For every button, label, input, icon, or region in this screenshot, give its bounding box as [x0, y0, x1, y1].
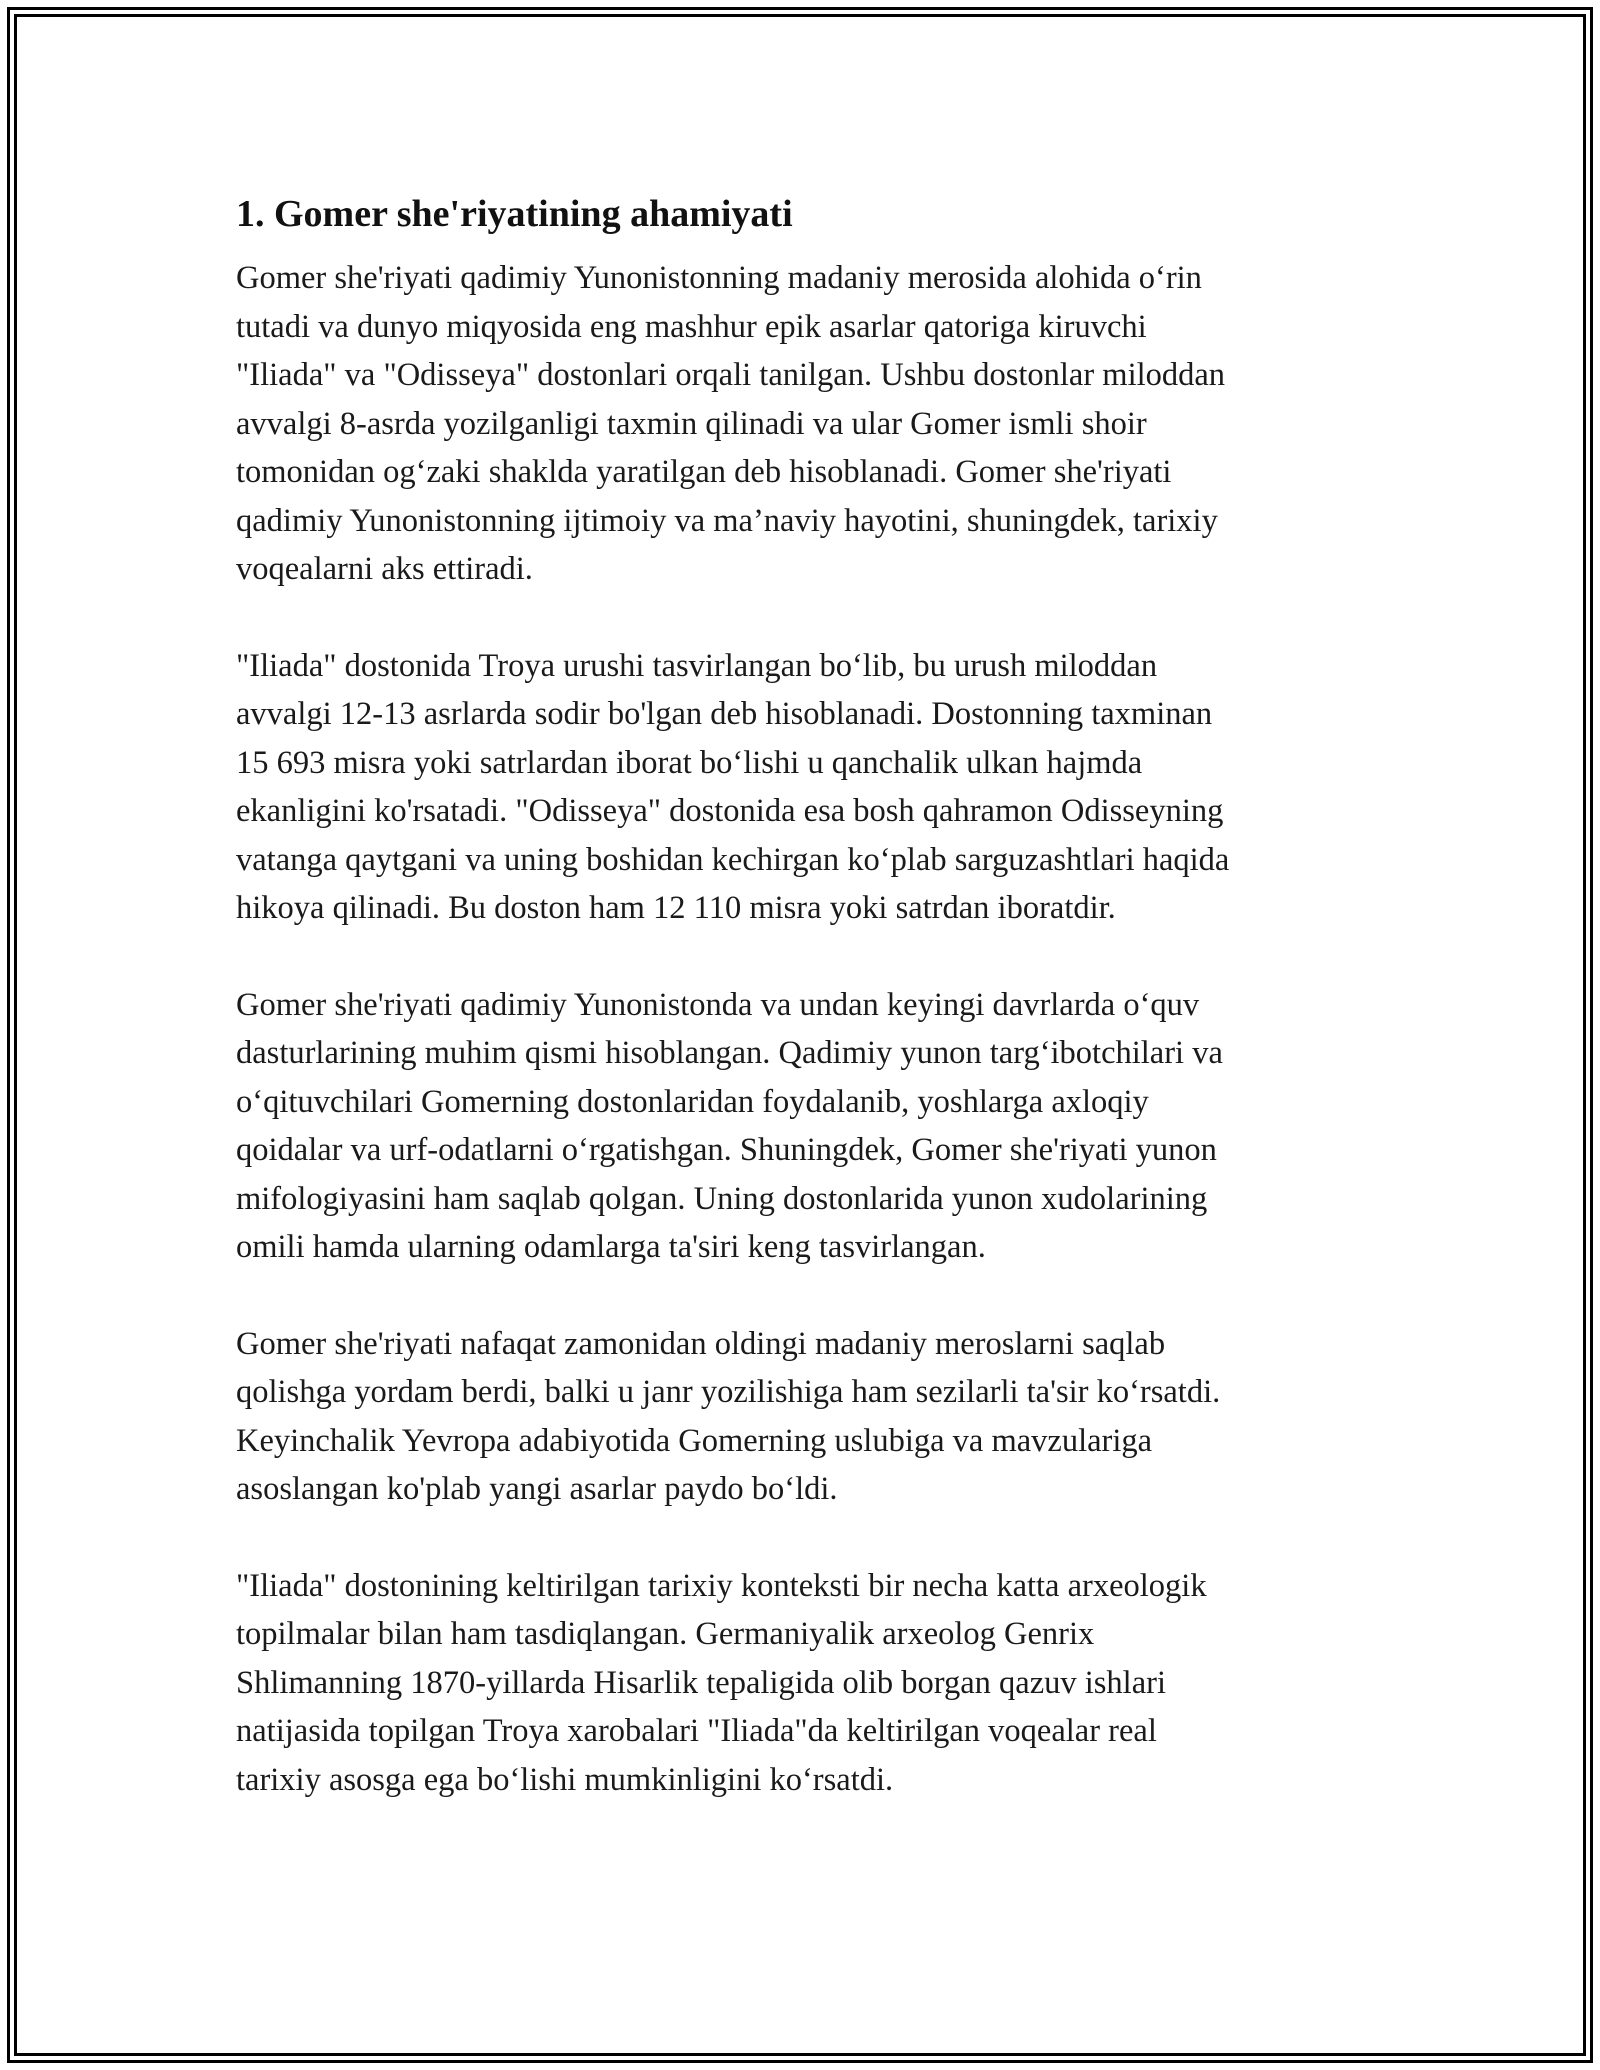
paragraph-4 — [236, 1320, 1366, 1514]
text-line: tutadi va dunyo miqyosida eng mashhur epik asarlar qatoriga kiruvchi — [236, 308, 1147, 345]
text-line: Shlimanning 1870-yillarda Hisarlik tepaligida olib borgan qazuv ishlari — [236, 1664, 1166, 1701]
paragraph-3 — [236, 981, 1366, 1272]
text-line: 15 693 misra yoki satrlardan iborat bo‘lishi u qanchalik ulkan hajmda — [236, 744, 1143, 781]
text-line: qoidalar va urf-odatlarni o‘rgatishgan. Shuningdek, Gomer she'riyati yunon — [236, 1132, 1217, 1168]
text-line: omili hamda ularning odamlarga ta'siri keng tasvirlangan. — [236, 1229, 986, 1265]
text-line: "Iliada" dostonida Troya urushi tasvirlangan bo‘lib, bu urush miloddan — [236, 647, 1158, 684]
text-line: topilmalar bilan ham tasdiqlangan. Germaniyalik arxeolog Genrix — [236, 1616, 1095, 1652]
paragraph-1 — [236, 254, 1366, 594]
text-line: voqealarni aks ettiradi. — [236, 551, 533, 587]
text-line: asoslangan ko'plab yangi asarlar paydo bo‘ldi. — [236, 1471, 838, 1507]
text-line: ekanligini ko'rsatadi. "Odisseya" dostonida esa bosh qahramon Odisseyning — [236, 793, 1224, 829]
text-line: Gomer she'riyati qadimiy Yunonistonning madaniy merosida alohida o‘rin — [236, 260, 1202, 296]
text-line: qolishga yordam berdi, balki u janr yozilishiga ham sezilarli ta'sir ko‘rsatdi. — [236, 1374, 1221, 1410]
text-line: avvalgi 12-13 asrlarda sodir bo'lgan deb hisoblanadi. Dostonning taxminan — [236, 696, 1213, 732]
text-line: qadimiy Yunonistonning ijtimoiy va ma’naviy hayotini, shuningdek, tarixiy — [236, 502, 1218, 539]
text-line: tomonidan og‘zaki shaklda yaratilgan deb hisoblanadi. Gomer she'riyati — [236, 454, 1172, 490]
text-line: natijasida topilgan Troya xarobalari "Iliada"da keltirilgan voqealar real — [236, 1713, 1157, 1749]
text-line: vatanga qaytgani va uning boshidan kechirgan ko‘plab sarguzashtlari haqida — [236, 841, 1230, 878]
document-body — [236, 188, 1366, 1852]
paragraph-2 — [236, 642, 1366, 933]
text-line: avvalgi 8-asrda yozilganligi taxmin qilinadi va ular Gomer ismli shoir — [236, 405, 1147, 442]
text-line: "Iliada" va "Odisseya" dostonlari orqali tanilgan. Ushbu dostonlar miloddan — [236, 357, 1226, 393]
text-line: hikoya qilinadi. Bu doston ham 12 110 misra yoki satrdan iboratdir. — [236, 890, 1116, 926]
paragraph-5 — [236, 1562, 1366, 1805]
text-line: dasturlarining muhim qismi hisoblangan. Qadimiy yunon targ‘ibotchilari va — [236, 1035, 1223, 1071]
text-line: "Iliada" dostonining keltirilgan tarixiy konteksti bir necha katta arxeologik — [236, 1567, 1207, 1604]
text-line: Gomer she'riyati qadimiy Yunonistonda va undan keyingi davrlarda o‘quv — [236, 986, 1200, 1023]
text-line: Keyinchalik Yevropa adabiyotida Gomerning uslubiga va mavzulariga — [236, 1422, 1153, 1459]
text-line: Gomer she'riyati nafaqat zamonidan oldingi madaniy meroslarni saqlab — [236, 1325, 1166, 1362]
text-line: tarixiy asosga ega bo‘lishi mumkinligini ko‘rsatdi. — [236, 1761, 894, 1798]
section-heading: 1. Gomer she'riyatining ahamiyati — [236, 193, 793, 235]
text-line: o‘qituvchilari Gomerning dostonlaridan foydalanib, yoshlarga axloqiy — [236, 1083, 1149, 1120]
text-line: mifologiyasini ham saqlab qolgan. Uning dostonlarida yunon xudolarining — [236, 1180, 1208, 1217]
